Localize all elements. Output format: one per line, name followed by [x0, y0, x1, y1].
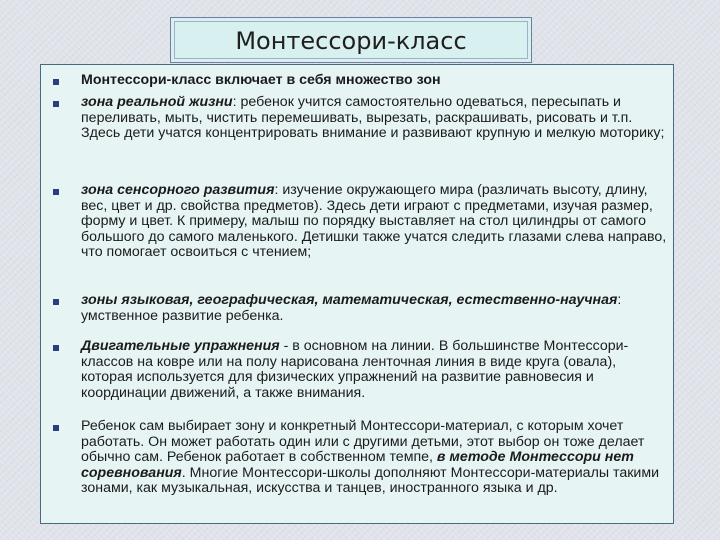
item-text — [81, 95, 667, 142]
zone-description: - в основном на линии. В большинстве Монтессори-классов на ковре или на полу нарисована ленточная линия в виде круга (овала), которая используется для физических упражнений на развитие равновесия и координации движений, а также внимания. — [81, 338, 629, 401]
zone-description: : умственное развитие ребенка. — [81, 292, 622, 324]
choice-text-end: . Многие Монтессори-школы дополняют Монтессори-материалы такими зонами, как музыкальная, искусства и танцев, иностранного языка и др. — [81, 464, 660, 497]
square-bullet-icon — [53, 79, 59, 85]
square-bullet-icon — [53, 189, 59, 195]
zone-title: Двигательные упражнения — [81, 338, 280, 354]
choice-text-start: Ребенок сам выбирает зону и конкретный Монтессори-материал, с которым хочет работать. Он может работать один или с другими детьми, этот выбор он тоже делает обычно сам. Ребенок работает в собственном темпе, — [81, 418, 645, 466]
intro-heading: Монтессори-класс включает в себя множество зон — [81, 72, 441, 88]
slide-title: Монтессори-класс — [235, 27, 467, 55]
zone-description: : изучение окружающего мира (различать высоту, длину, вес, цвет и др. свойства предметов). Здесь дети играют с предметами, изучая размер, форму и цвет. К примеру, малыш по порядку выставляет на стол цилиндры от самого большого до самого маленького. Детишки также учатся следить глазами слева направо, что помогает освоиться с чтением; — [81, 182, 667, 261]
item-text — [81, 339, 667, 401]
square-bullet-icon — [53, 345, 59, 351]
item-text — [81, 293, 667, 324]
item-text — [81, 73, 667, 89]
zone-title: зоны языковая, географическая, математическая, естественно-научная — [81, 292, 618, 308]
square-bullet-icon — [53, 299, 59, 305]
item-text — [81, 419, 667, 497]
title-box — [170, 17, 532, 63]
zone-description: : ребенок учится самостоятельно одеваться, пересыпать и переливать, мыть, чистить перемешивать, вырезать, раскрашивать, рисовать и т.п. Здесь дети учатся концентрировать внимание и развивают крупную и мелкую моторику; — [81, 94, 665, 142]
zone-title: зона реальной жизни — [81, 94, 233, 110]
item-text — [81, 183, 667, 261]
no-competition-emphasis: в методе Монтессори нет соревнования — [81, 449, 634, 481]
zone-title: зона сенсорного развития — [81, 182, 275, 198]
square-bullet-icon — [53, 425, 59, 431]
square-bullet-icon — [53, 101, 59, 107]
content-box — [40, 64, 674, 524]
